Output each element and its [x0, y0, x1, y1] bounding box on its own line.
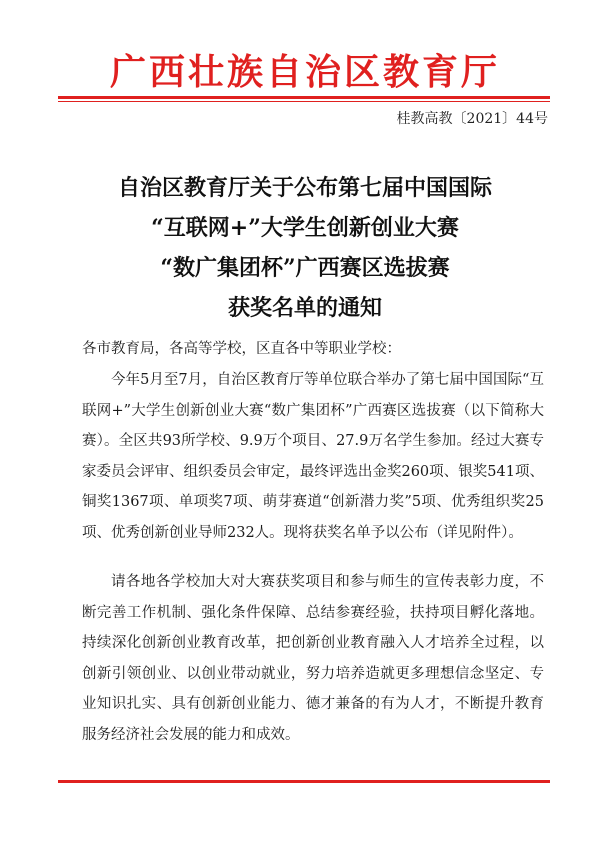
footer-rule	[58, 780, 550, 783]
title-line: 获奖名单的通知	[227, 295, 382, 321]
title-line: 自治区教育厅关于公布第七届中国国际	[117, 175, 492, 201]
body-paragraph: 今年5月至7月，自治区教育厅等单位联合举办了第七届中国国际“互联网+”大学生创新创业大赛“数广集团杯”广西赛区选拔赛（以下简称大赛）。全区共93所学校、9.9万个项目、27.9万名学生参加。经过大赛专家委员会评审、组织委员会审定，最终评选出金奖260项、银奖541项、铜奖1367项、单项奖7项、萌芽赛道“创新潜力奖”5项、优秀组织奖25项、优秀创新创业导师232人。现将获奖名单予以公布（详见附件）。	[82, 372, 544, 541]
document-title	[0, 168, 610, 328]
title-line: “互联网+”大学生创新创业大赛	[151, 215, 459, 241]
agency-masthead: 广西壮族自治区教育厅	[109, 51, 500, 93]
title-line: “数广集团杯”广西赛区选拔赛	[160, 255, 450, 281]
masthead-thin-rule	[58, 101, 550, 102]
masthead-thick-rule	[58, 96, 550, 99]
salutation: 各市教育局，各高等学校，区直各中等职业学校：	[82, 341, 401, 357]
body-paragraph: 请各地各学校加大对大赛获奖项目和参与师生的宣传表彰力度，不断完善工作机制、强化条件保障、总结参赛经验，扶持项目孵化落地。持续深化创新创业教育改革，把创新创业教育融入人才培养全过程，以创新引领创业、以创业带动就业，努力培养造就更多理想信念坚定、专业知识扎实、具有创新创业能力、德才兼备的有为人才，不断提升教育服务经济社会发展的能力和成效。	[82, 574, 544, 743]
document-number: 桂教高教〔2021〕44号	[396, 111, 548, 127]
